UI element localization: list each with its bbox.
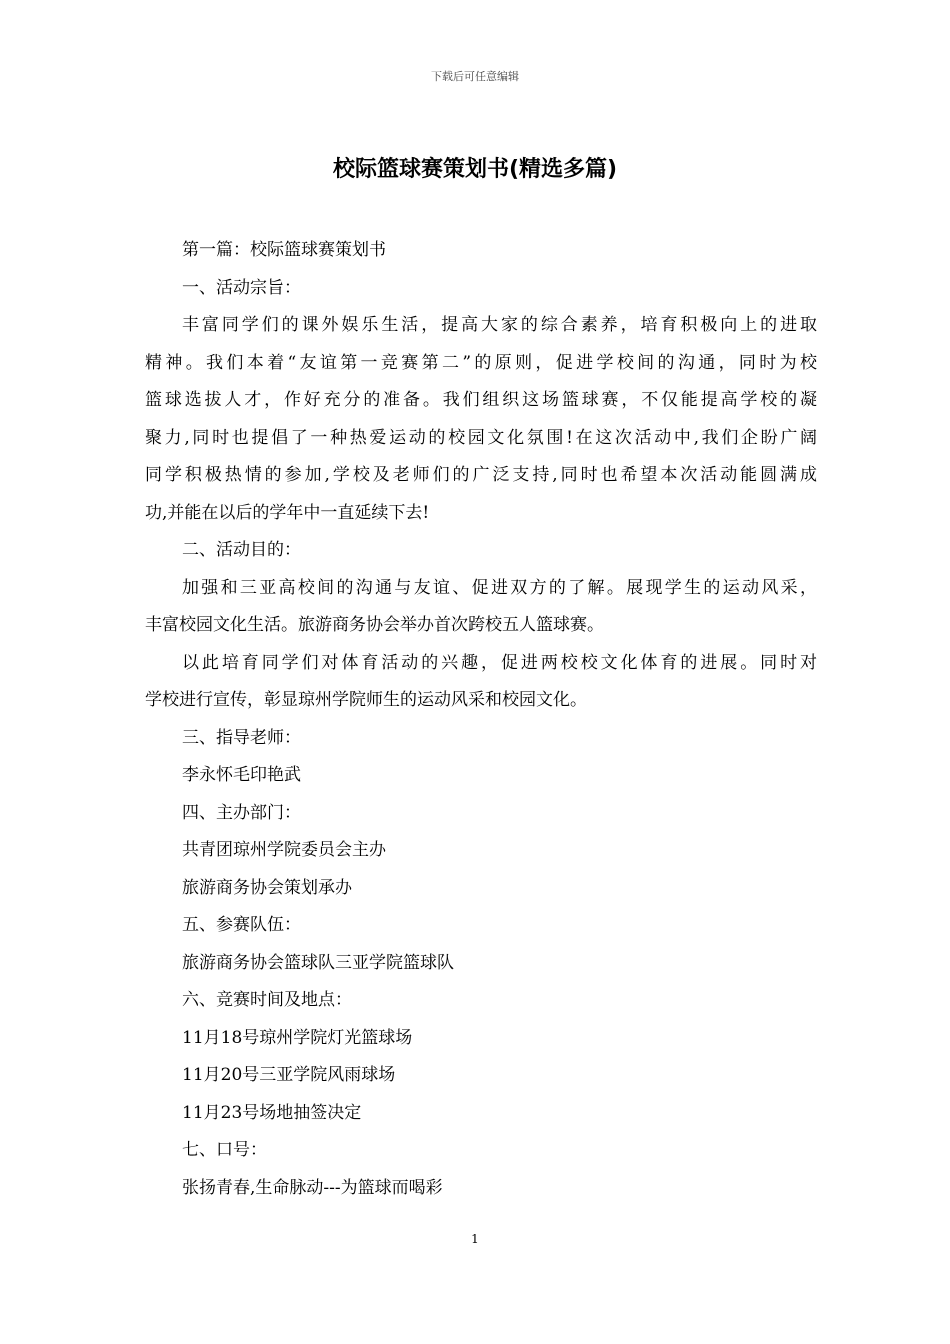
body-line: 学校进行宣传，彰显琼州学院师生的运动风采和校园文化。	[145, 690, 587, 710]
body-line: 一、活动宗旨：	[182, 277, 301, 298]
body-line: 共青团琼州学院委员会主办	[182, 840, 386, 860]
body-line: 加强和三亚高校间的沟通与友谊、促进双方的了解。展现学生的运动风采，	[182, 577, 817, 598]
body-line: 丰富校园文化生活。旅游商务协会举办首次跨校五人篮球赛。	[145, 615, 604, 635]
body-line: 七、口号：	[182, 1140, 267, 1160]
body-line: 张扬青春,生命脉动---为篮球而喝彩	[182, 1177, 443, 1198]
body-line: 旅游商务协会篮球队三亚学院篮球队	[182, 952, 454, 973]
header-note: 下载后可任意编辑	[431, 70, 519, 83]
body-line: 旅游商务协会策划承办	[182, 877, 352, 898]
body-line: 同学积极热情的参加,学校及老师们的广泛支持,同时也希望本次活动能圆满成	[145, 465, 817, 485]
body-line: 六、竞赛时间及地点：	[182, 990, 352, 1010]
body-line: 聚力,同时也提倡了一种热爱运动的校园文化氛围!在这次活动中,我们企盼广阔	[145, 427, 817, 448]
body-line: 三、指导老师：	[182, 727, 301, 748]
body-line: 11月23号场地抽签决定	[182, 1102, 362, 1123]
body-line: 功,并能在以后的学年中一直延续下去!	[145, 502, 430, 523]
body-line: 精神。我们本着“友谊第一竞赛第二”的原则，促进学校间的沟通，同时为校	[145, 352, 817, 373]
body-line: 以此培育同学们对体育活动的兴趣，促进两校校文化体育的进展。同时对	[182, 652, 817, 673]
body-line: 李永怀毛印艳武	[182, 765, 301, 785]
document-title: 校际篮球赛策划书(精选多篇)	[332, 157, 618, 182]
body-line: 丰富同学们的课外娱乐生活，提高大家的综合素养，培育积极向上的进取	[182, 315, 817, 335]
body-line: 11月18号琼州学院灯光篮球场	[182, 1027, 413, 1048]
body-line: 二、活动目的：	[182, 540, 301, 560]
body-line: 第一篇：校际篮球赛策划书	[182, 240, 386, 260]
document-body	[145, 232, 817, 1207]
body-line: 四、主办部门：	[182, 802, 301, 823]
body-line: 11月20号三亚学院风雨球场	[182, 1065, 396, 1085]
page-number: 1	[471, 1232, 479, 1246]
body-line: 五、参赛队伍：	[182, 915, 301, 935]
body-line: 篮球选拔人才，作好充分的准备。我们组织这场篮球赛，不仅能提高学校的凝	[145, 390, 817, 410]
